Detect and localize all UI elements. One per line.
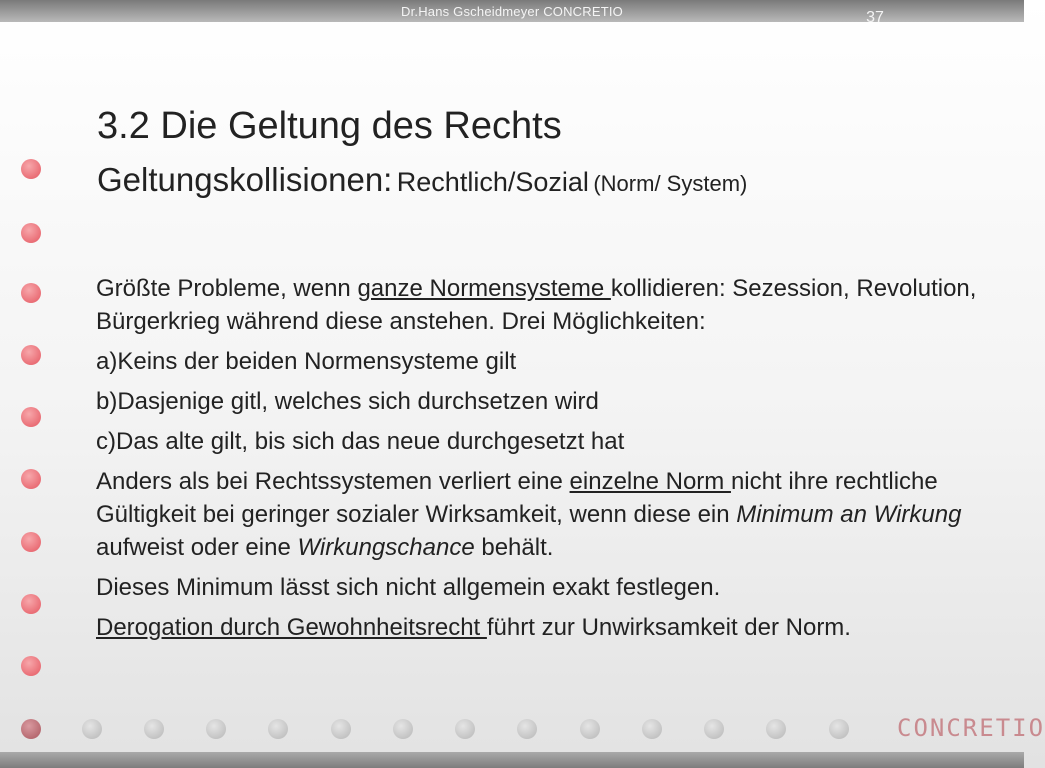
decorative-dot	[268, 719, 288, 739]
decorative-dot	[829, 719, 849, 739]
paragraph-option-b: b)Dasjenige gitl, welches sich durchsetzen wird	[96, 388, 599, 415]
text: führt zur Unwirksamkeit der Norm.	[486, 614, 851, 641]
decorative-dot	[82, 719, 102, 739]
header-author: Dr.Hans Gscheidmeyer CONCRETIO	[401, 4, 623, 19]
paragraph-intro	[96, 272, 1001, 338]
paragraph-minimum: Dieses Minimum lässt sich nicht allgemein exakt festlegen.	[96, 574, 721, 601]
text: Größte Probleme, wenn	[96, 275, 358, 302]
decorative-dot	[642, 719, 662, 739]
slide-body	[96, 272, 1001, 651]
decorative-dot	[206, 719, 226, 739]
decorative-dot	[144, 719, 164, 739]
decorative-dot	[21, 594, 41, 614]
slide-subtitle	[97, 161, 747, 199]
decorative-dot	[331, 719, 351, 739]
concretio-logo: CONCRETIO	[897, 714, 1045, 742]
decorative-dot	[21, 532, 41, 552]
decorative-dot	[580, 719, 600, 739]
underlined-term: Derogation durch Gewohnheitsrecht	[96, 614, 487, 641]
decorative-dot	[21, 656, 41, 676]
decorative-dot	[704, 719, 724, 739]
decorative-dot	[21, 223, 41, 243]
paragraph-derogation	[96, 611, 1001, 644]
text: aufweist oder eine	[96, 534, 298, 561]
slide-title: 3.2 Die Geltung des Rechts	[97, 105, 562, 147]
decorative-dot	[21, 345, 41, 365]
text: Anders als bei Rechtssystemen verliert eine	[96, 468, 570, 495]
decorative-dot	[455, 719, 475, 739]
paragraph-single-norm	[96, 465, 1001, 564]
underlined-term: ganze Normensysteme	[357, 275, 611, 302]
subtitle-part-a: Geltungskollisionen:	[97, 161, 393, 198]
text: nicht ihre rechtliche Gültigkeit bei geringer sozialer Wirksamkeit, wenn diese ein	[96, 468, 938, 528]
decorative-dot	[21, 159, 41, 179]
decorative-dot	[766, 719, 786, 739]
underlined-term: einzelne Norm	[569, 468, 731, 495]
bottom-bar	[0, 752, 1024, 768]
text: kollidieren: Sezession, Revolution, Bürgerkrieg während diese anstehen. Drei Möglichkeiten:	[96, 275, 977, 335]
decorative-dot	[21, 283, 41, 303]
paragraph-option-a: a)Keins der beiden Normensysteme gilt	[96, 348, 517, 375]
subtitle-part-c: (Norm/ System)	[593, 171, 748, 196]
decorative-dot	[393, 719, 413, 739]
italic-term: Minimum an Wirkung	[736, 501, 962, 528]
paragraph-option-c: c)Das alte gilt, bis sich das neue durchgesetzt hat	[96, 428, 625, 455]
decorative-dot	[21, 469, 41, 489]
decorative-dot	[517, 719, 537, 739]
decorative-dot	[21, 407, 41, 427]
italic-term: Wirkungschance	[297, 534, 475, 561]
subtitle-part-b: Rechtlich/Sozial	[396, 167, 589, 197]
text: behält.	[474, 534, 554, 561]
page-number: 37	[866, 9, 884, 26]
decorative-dot	[21, 719, 41, 739]
